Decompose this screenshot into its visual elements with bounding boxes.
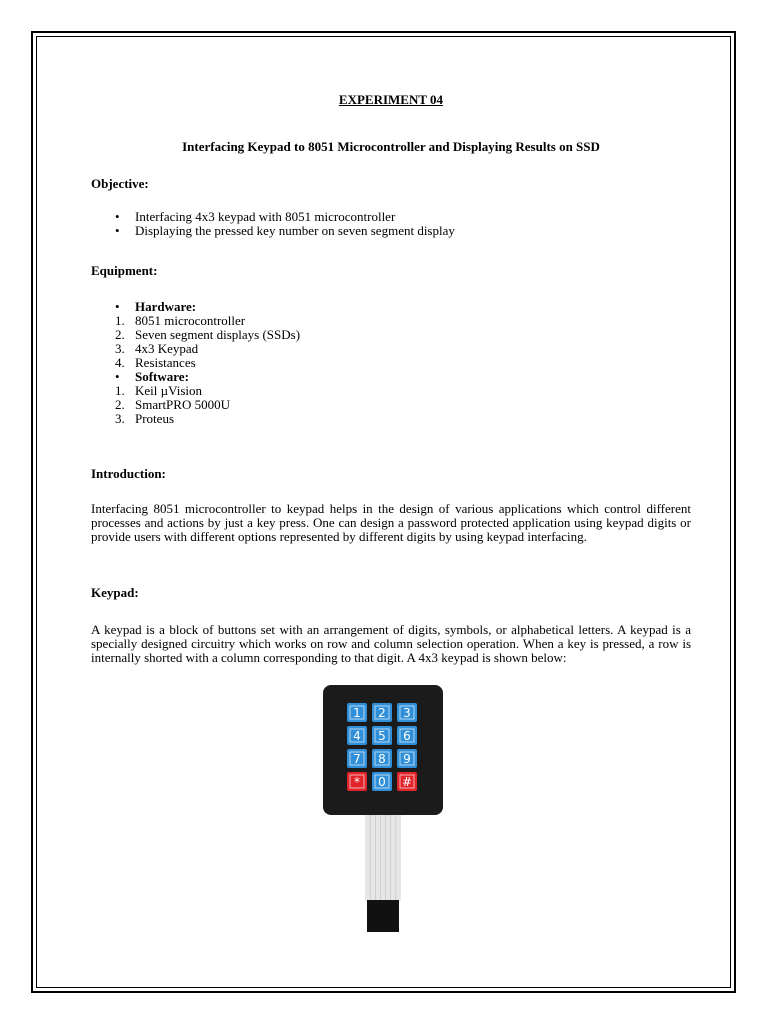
key-label: 7 [353,752,361,766]
objective-heading: Objective: [91,176,149,191]
equipment-list [91,300,691,426]
key-label: 1 [353,706,361,720]
key-label: 3 [403,706,411,720]
keypad-key-star [347,772,367,791]
key-label: * [354,775,360,789]
key-label: 9 [403,752,411,766]
keypad-key-6 [397,726,417,745]
keypad-key-9 [397,749,417,768]
key-label: 2 [378,706,386,720]
key-label: 0 [378,775,386,789]
keypad-key-4 [347,726,367,745]
introduction-heading: Introduction: [91,466,166,481]
key-label: # [401,775,413,789]
key-label: 6 [403,729,411,743]
keypad-heading: Keypad: [91,585,139,600]
keypad-key-3 [397,703,417,722]
keypad-paragraph: A keypad is a block of buttons set with an arrangement of digits, symbols, or alphabetical letters. A keypad is a specially designed circuitry which works on row and column selection operation. When a key is pressed, a row is internally shorted with a column corresponding to that digit. A 4x3 keypad is shown below: [91,622,691,665]
keypad-key-0 [372,772,392,791]
keypad-key-5 [372,726,392,745]
experiment-subtitle: Interfacing Keypad to 8051 Microcontroller and Displaying Results on SSD [182,139,600,154]
list-item: 2. SmartPRO 5000U [115,397,230,412]
connector [367,900,399,932]
list-item: 3. Proteus [115,411,174,426]
list-item: 3. 4x3 Keypad [115,341,199,356]
keypad-key-8 [372,749,392,768]
list-item: 1. 8051 microcontroller [115,313,246,328]
key-label: 4 [353,729,361,743]
objective-list [91,210,691,238]
list-item: 2. Seven segment displays (SSDs) [115,327,301,342]
experiment-title: EXPERIMENT 04 [338,92,444,107]
keypad-key-2 [372,703,392,722]
list-item: 1. Keil µVision [115,383,203,398]
keypad-illustration [322,684,444,934]
keypad-image [322,684,444,934]
equipment-heading: Equipment: [91,263,158,278]
list-item: • Interfacing 4x3 keypad with 8051 microcontroller [115,209,396,224]
key-label: 8 [378,752,386,766]
keypad-key-1 [347,703,367,722]
key-label: 5 [378,729,386,743]
keypad-key-hash [397,772,417,791]
list-item: 4. Resistances [115,355,196,370]
introduction-paragraph: Interfacing 8051 microcontroller to keypad helps in the design of various applications which control different processes and actions by just a key press. One can design a password protected application using keypad digits or provide users with different options represented by different digits by using keypad interfacing. [91,501,691,544]
keypad-key-7 [347,749,367,768]
hardware-label: • Hardware: [115,299,197,314]
software-label: • Software: [115,369,189,384]
list-item: • Displaying the pressed key number on seven segment display [115,223,455,238]
